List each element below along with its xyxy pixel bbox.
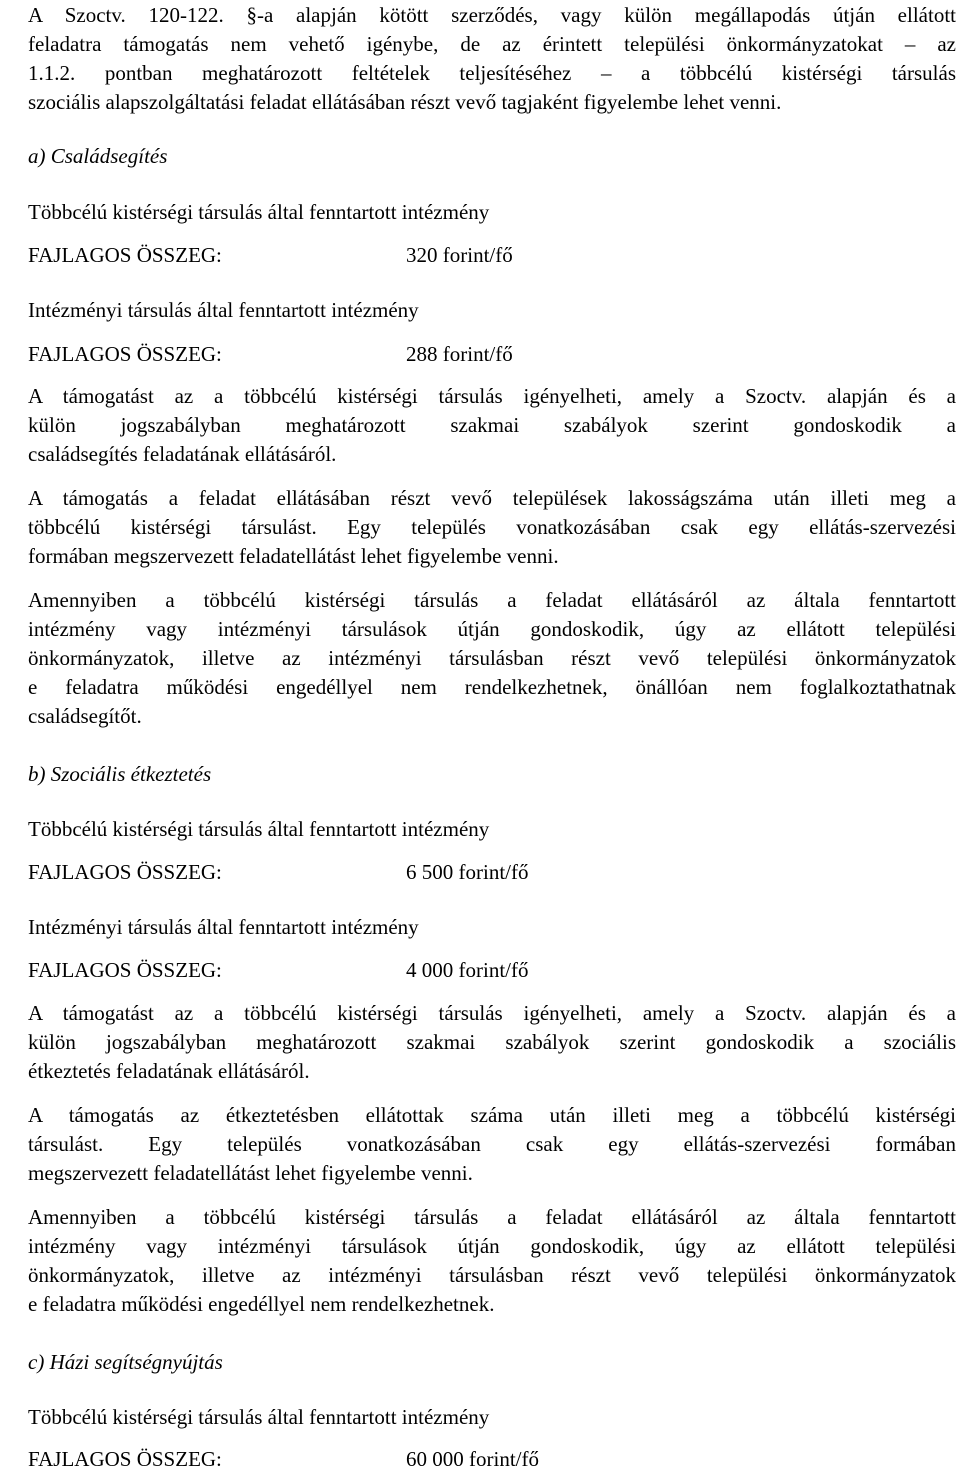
section-a-para1-line: A támogatást az a többcélú kistérségi társulás igényelheti, amely a Szoctv. alapján és a [28, 384, 956, 408]
section-a-row1-amount: 320 forint/fő [406, 243, 513, 267]
section-b-row1-label: FAJLAGOS ÖSSZEG: [28, 860, 222, 884]
intro-line: szociális alapszolgáltatási feladat ellátásában részt vevő tagjaként figyelembe lehet venni. [28, 90, 782, 114]
section-a-row2-title: Intézményi társulás által fenntartott intézmény [28, 298, 419, 322]
section-b-para2-line: megszervezett feladatellátást lehet figyelembe venni. [28, 1161, 473, 1185]
section-b-heading: b) Szociális étkeztetés [28, 762, 212, 786]
section-b-row2-title: Intézményi társulás által fenntartott intézmény [28, 915, 419, 939]
section-a-row1-label: FAJLAGOS ÖSSZEG: [28, 243, 222, 267]
section-a-para2-line: A támogatás a feladat ellátásában részt vevő települések lakosságszáma után illeti meg a [28, 486, 956, 510]
section-a-row1-title: Többcélú kistérségi társulás által fenntartott intézmény [28, 200, 490, 224]
section-c-heading: c) Házi segítségnyújtás [28, 1350, 223, 1374]
section-b-para3-line: intézmény vagy intézményi társulások útján gondoskodik, úgy az ellátott települési [28, 1234, 956, 1258]
section-c-row1-amount: 60 000 forint/fő [406, 1447, 539, 1471]
section-a-row2-amount: 288 forint/fő [406, 342, 513, 366]
section-a-para1-line: családsegítés feladatának ellátásáról. [28, 442, 337, 466]
intro-line: A Szoctv. 120-122. §-a alapján kötött szerződés, vagy külön megállapodás útján ellátott [28, 3, 956, 27]
section-b-row1-amount: 6 500 forint/fő [406, 860, 529, 884]
intro-line: feladatra támogatás nem vehető igénybe, de az érintett települési önkormányzatokat – az [28, 32, 956, 56]
section-c-row1-title: Többcélú kistérségi társulás által fenntartott intézmény [28, 1405, 490, 1429]
section-b-para3-line: e feladatra működési engedéllyel nem rendelkezhetnek. [28, 1292, 495, 1316]
section-a-para2-line: formában megszervezett feladatellátást lehet figyelembe venni. [28, 544, 559, 568]
section-b-para3-line: önkormányzatok, illetve az intézményi társulásban részt vevő települési önkormányzatok [28, 1263, 956, 1287]
section-b-para3-line: Amennyiben a többcélú kistérségi társulás a feladat ellátásáról az általa fenntartott [28, 1205, 956, 1229]
section-c-row1-label: FAJLAGOS ÖSSZEG: [28, 1447, 222, 1471]
section-b-para2-line: A támogatás az étkeztetésben ellátottak száma után illeti meg a többcélú kistérségi [28, 1103, 956, 1127]
section-a-para2-line: többcélú kistérségi társulást. Egy település vonatkozásában csak egy ellátás-szervezési [28, 515, 956, 539]
section-a-para3-line: családsegítőt. [28, 704, 142, 728]
section-b-para1-line: A támogatást az a többcélú kistérségi társulás igényelheti, amely a Szoctv. alapján és a [28, 1001, 956, 1025]
section-b-row1-title: Többcélú kistérségi társulás által fenntartott intézmény [28, 817, 490, 841]
section-a-para1-line: külön jogszabályban meghatározott szakmai szabályok szerint gondoskodik a [28, 413, 956, 437]
section-b-row2-label: FAJLAGOS ÖSSZEG: [28, 958, 222, 982]
intro-line: 1.1.2. pontban meghatározott feltételek teljesítéséhez – a többcélú kistérségi társulás [28, 61, 956, 85]
section-b-para1-line: étkeztetés feladatának ellátásáról. [28, 1059, 310, 1083]
section-a-heading: a) Családsegítés [28, 144, 168, 168]
section-a-para3-line: e feladatra működési engedéllyel nem rendelkezhetnek, önállóan nem foglalkoztathatnak [28, 675, 956, 699]
section-a-para3-line: intézmény vagy intézményi társulások útján gondoskodik, úgy az ellátott települési [28, 617, 956, 641]
section-a-para3-line: Amennyiben a többcélú kistérségi társulás a feladat ellátásáról az általa fenntartott [28, 588, 956, 612]
section-b-row2-amount: 4 000 forint/fő [406, 958, 529, 982]
section-a-para3-line: önkormányzatok, illetve az intézményi társulásban részt vevő települési önkormányzatok [28, 646, 956, 670]
section-a-row2-label: FAJLAGOS ÖSSZEG: [28, 342, 222, 366]
section-b-para1-line: külön jogszabályban meghatározott szakmai szabályok szerint gondoskodik a szociális [28, 1030, 956, 1054]
section-b-para2-line: társulást. Egy település vonatkozásában csak egy ellátás-szervezési formában [28, 1132, 956, 1156]
